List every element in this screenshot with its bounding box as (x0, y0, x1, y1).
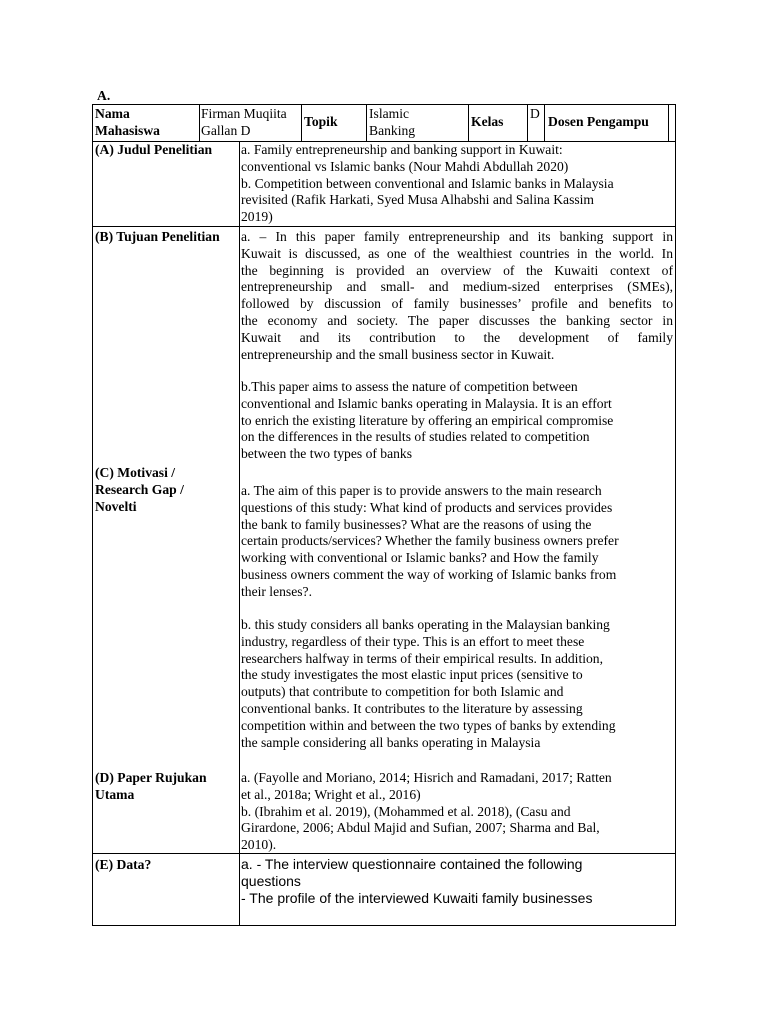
tujuan-penelitian-label: (B) Tujuan Penelitian (95, 229, 220, 244)
data-label: (E) Data? (95, 857, 152, 872)
paper-rujukan-text: a. (Fayolle and Moriano, 2014; Hisrich and Ramadani, 2017; Ratten et al., 2018a; Wright et al., 2016) b. (Ibrahim et al. 2019), (Mohammed et al. 2018), (Casu and Girardone, 2006; Abdul Majid and Sufian, 2007; Sharma and Bal, 2010). (241, 770, 612, 853)
table-top-border (92, 104, 676, 105)
kelas-label: Kelas (471, 114, 504, 129)
judul-penelitian-label: (A) Judul Penelitian (95, 142, 213, 157)
paper-rujukan-label: (D) Paper Rujukan Utama (95, 770, 207, 802)
header-divider-4 (468, 104, 469, 142)
tujuan-paragraph-a: a. – In this paper family entrepreneurship and its banking support in Kuwait is discussed, as one of the wealthiest countries in the world. In the beginning is provided an overview of the Kuwaiti context of entrepreneurship and small- and medium-sized enterprises (SMEs), followed by discussion of family businesses’ profile and benefits to the economy and society. The paper discusses the banking sector in Kuwait and its contribution to the development of family entrepreneurship and the small business sector in Kuwait. (241, 229, 673, 362)
header-divider-2 (301, 104, 302, 142)
nama-mahasiswa-value: Firman Muqiita Gallan D (201, 106, 287, 138)
motivasi-label: (C) Motivasi / Research Gap / Novelti (95, 465, 184, 514)
judul-penelitian-text: a. Family entrepreneurship and banking support in Kuwait: conventional vs Islamic banks (Nour Mahdi Abdullah 2020) b. Competition between conventional and Islamic banks in Malaysia revisited (Rafik Harkati, Syed Musa Alhabshi and Salina Kassim 2019) (241, 142, 614, 225)
table-right-border (675, 104, 676, 926)
dosen-pengampu-label: Dosen Pengampu (548, 114, 649, 129)
header-divider-5 (527, 104, 528, 142)
table-bottom-border (92, 925, 676, 926)
motivasi-paragraph-b: b. this study considers all banks operating in the Malaysian banking industry, regardless of their type. This is an effort to meet these researchers halfway in terms of their empirical results. In addition, the study investigates the most elastic input prices (sensitive to outputs) that contribute to competition for both Islamic and conventional banks. It contributes to the literature by assessing competition within and between the two types of banks by extending the sample considering all banks operating in Malaysia (241, 617, 616, 750)
label-column-divider (239, 141, 240, 926)
header-divider-1 (199, 104, 200, 142)
kelas-value: D (530, 106, 540, 121)
table-left-border (92, 104, 93, 926)
topik-value: Islamic Banking (369, 106, 416, 138)
row-a-bottom-border (92, 226, 676, 227)
header-divider-7 (668, 104, 669, 142)
header-divider-6 (544, 104, 545, 142)
data-text: a. - The interview questionnaire contained the following questions - The profile of the interviewed Kuwaiti family businesses (241, 856, 593, 906)
motivasi-paragraph-a: a. The aim of this paper is to provide answers to the main research questions of this study: What kind of products and services provides the bank to family businesses? What are the reasons of using the certain products/services? Whether the family business owners prefer working with conventional or Islamic banks? and How the family business owners comment the way of working of Islamic banks from their lenses?. (241, 483, 619, 599)
nama-mahasiswa-label: Nama Mahasiswa (95, 106, 160, 138)
tujuan-paragraph-b: b.This paper aims to assess the nature of competition between conventional and Islamic banks operating in Malaysia. It is an effort to enrich the existing literature by offering an empirical compromise on the differences in the results of studies related to competition between the two types of banks (241, 379, 614, 462)
section-label: A. (97, 88, 111, 103)
topik-label: Topik (304, 114, 338, 129)
header-divider-3 (366, 104, 367, 142)
